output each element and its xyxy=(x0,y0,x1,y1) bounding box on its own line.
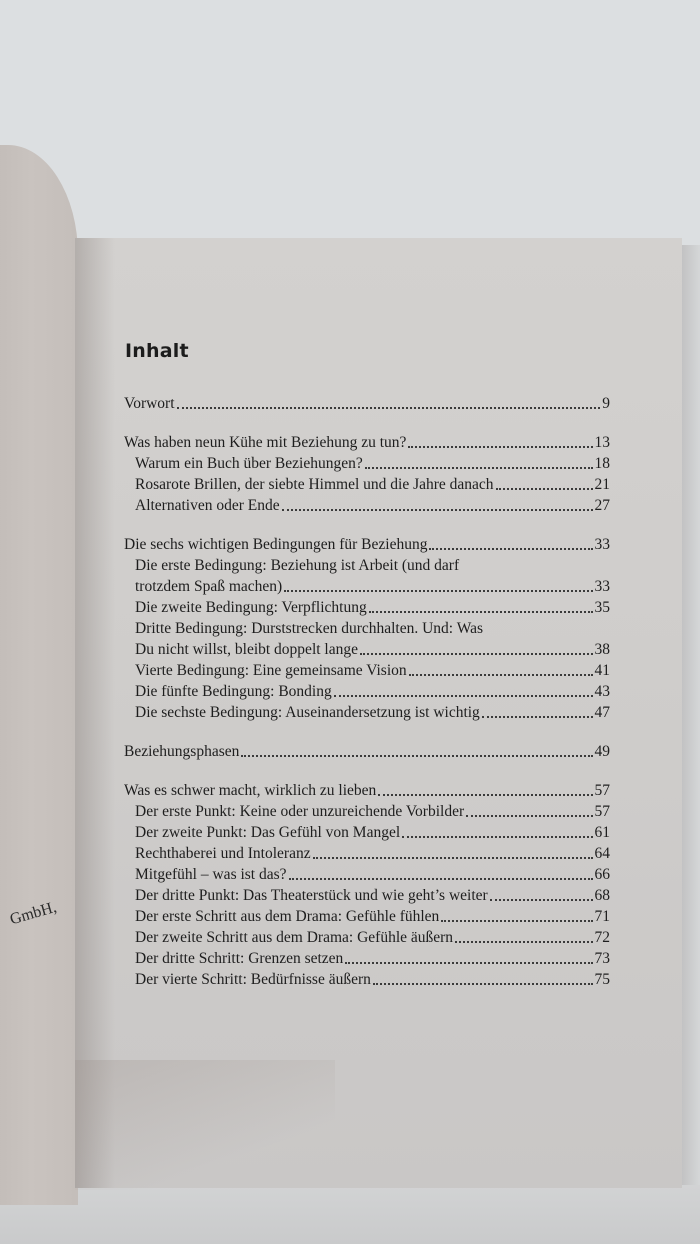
toc-entry-title: Rosarote Brillen, der siebte Himmel und die Jahre danach xyxy=(135,476,494,493)
toc-entry xyxy=(124,660,610,681)
toc-entry-title: Rechthaberei und Intoleranz xyxy=(135,845,311,862)
dot-leader xyxy=(402,836,592,838)
toc-entry-page: 75 xyxy=(594,971,610,988)
dot-leader xyxy=(345,962,592,964)
toc-entry-page: 73 xyxy=(594,950,610,967)
toc-entry-title: Beziehungsphasen xyxy=(124,743,240,760)
dot-leader xyxy=(313,857,593,859)
dot-leader xyxy=(496,488,593,490)
table-of-contents xyxy=(124,393,610,990)
toc-entry-page: 27 xyxy=(594,497,610,514)
toc-entry-page: 18 xyxy=(594,455,610,472)
toc-entry-page: 57 xyxy=(594,782,610,799)
dot-leader xyxy=(408,446,592,448)
dot-leader xyxy=(409,674,593,676)
toc-entry-page: 66 xyxy=(594,866,610,883)
toc-entry-title: Der dritte Schritt: Grenzen setzen xyxy=(135,950,344,967)
toc-entry-page: 33 xyxy=(594,578,610,595)
toc-entry-title: Die sechs wichtigen Bedingungen für Beziehung xyxy=(124,536,428,553)
toc-entry xyxy=(124,906,610,927)
dot-leader xyxy=(360,653,593,655)
dot-leader xyxy=(441,920,592,922)
toc-entry-title: Alternativen oder Ende xyxy=(135,497,280,514)
toc-entry-page: 64 xyxy=(594,845,610,862)
toc-entry-title-line1: Dritte Bedingung: Durststrecken durchhalten. Und: Was xyxy=(135,620,484,637)
toc-entry-page: 33 xyxy=(594,536,610,553)
toc-entry xyxy=(124,639,610,660)
toc-entry-title: Der zweite Schritt aus dem Drama: Gefühle äußern xyxy=(135,929,454,946)
toc-entry xyxy=(124,702,610,723)
toc-entry xyxy=(124,969,610,990)
dot-leader xyxy=(282,509,593,511)
page-shadow xyxy=(75,1060,335,1190)
toc-entry xyxy=(124,948,610,969)
toc-entry-page: 9 xyxy=(602,395,610,412)
toc-entry xyxy=(124,927,610,948)
toc-entry-page: 72 xyxy=(594,929,610,946)
gutter-shadow xyxy=(75,238,115,1188)
toc-entry xyxy=(124,495,610,516)
toc-entry-page: 57 xyxy=(594,803,610,820)
toc-entry-title: Vorwort xyxy=(124,395,175,412)
toc-entry-page: 21 xyxy=(594,476,610,493)
toc-entry-line1 xyxy=(124,555,610,576)
toc-entry-line1 xyxy=(124,618,610,639)
toc-entry-title-line1: Die erste Bedingung: Beziehung ist Arbeit (und darf xyxy=(135,557,460,574)
dot-leader xyxy=(490,899,593,901)
toc-entry-title: trotzdem Spaß machen) xyxy=(135,578,283,595)
toc-entry-page: 13 xyxy=(594,434,610,451)
toc-entry-title: Was es schwer macht, wirklich zu lieben xyxy=(124,782,377,799)
toc-entry-title: Der erste Schritt aus dem Drama: Gefühle fühlen xyxy=(135,908,440,925)
toc-entry xyxy=(124,474,610,495)
toc-entry-title: Warum ein Buch über Beziehungen? xyxy=(135,455,363,472)
dot-leader xyxy=(482,716,593,718)
toc-entry-title: Die fünfte Bedingung: Bonding xyxy=(135,683,332,700)
dot-leader xyxy=(334,695,593,697)
toc-entry xyxy=(124,534,610,555)
toc-entry xyxy=(124,453,610,474)
toc-entry-title: Die sechste Bedingung: Auseinandersetzung ist wichtig xyxy=(135,704,480,721)
dot-leader xyxy=(365,467,593,469)
toc-entry xyxy=(124,822,610,843)
dot-leader xyxy=(429,548,592,550)
dot-leader xyxy=(177,407,601,409)
toc-entry xyxy=(124,681,610,702)
left-page-imprint-text: GmbH, xyxy=(8,898,59,929)
toc-entry-title: Die zweite Bedingung: Verpflichtung xyxy=(135,599,367,616)
toc-entry-page: 71 xyxy=(594,908,610,925)
toc-entry-page: 61 xyxy=(594,824,610,841)
toc-entry-title: Der vierte Schritt: Bedürfnisse äußern xyxy=(135,971,371,988)
toc-entry xyxy=(124,597,610,618)
toc-entry xyxy=(124,864,610,885)
toc-entry-page: 43 xyxy=(594,683,610,700)
toc-entry-title: Der dritte Punkt: Das Theaterstück und wie geht’s weiter xyxy=(135,887,488,904)
dot-leader xyxy=(369,611,593,613)
dot-leader xyxy=(378,794,592,796)
toc-entry xyxy=(124,432,610,453)
toc-entry xyxy=(124,885,610,906)
dot-leader xyxy=(455,941,592,943)
toc-entry-page: 38 xyxy=(594,641,610,658)
page-edge xyxy=(682,245,700,1185)
toc-entry xyxy=(124,741,610,762)
toc-entry xyxy=(124,576,610,597)
toc-entry-title: Du nicht willst, bleibt doppelt lange xyxy=(135,641,358,658)
toc-entry-title: Was haben neun Kühe mit Beziehung zu tun? xyxy=(124,434,407,451)
dot-leader xyxy=(373,983,593,985)
toc-heading: Inhalt xyxy=(125,340,189,362)
toc-entry xyxy=(124,801,610,822)
dot-leader xyxy=(289,878,593,880)
toc-entry xyxy=(124,393,610,414)
toc-entry-title: Mitgefühl – was ist das? xyxy=(135,866,287,883)
toc-entry-page: 35 xyxy=(594,599,610,616)
toc-entry-page: 49 xyxy=(594,743,610,760)
toc-entry xyxy=(124,780,610,801)
dot-leader xyxy=(466,815,592,817)
dot-leader xyxy=(241,755,592,757)
toc-entry-page: 41 xyxy=(594,662,610,679)
toc-entry-page: 68 xyxy=(594,887,610,904)
toc-entry-title: Der zweite Punkt: Das Gefühl von Mangel xyxy=(135,824,401,841)
toc-entry-title: Vierte Bedingung: Eine gemeinsame Vision xyxy=(135,662,407,679)
toc-entry xyxy=(124,843,610,864)
table-surface xyxy=(0,1185,700,1244)
toc-entry-page: 47 xyxy=(594,704,610,721)
dot-leader xyxy=(284,590,592,592)
toc-entry-title: Der erste Punkt: Keine oder unzureichende Vorbilder xyxy=(135,803,465,820)
left-page xyxy=(0,145,78,1205)
